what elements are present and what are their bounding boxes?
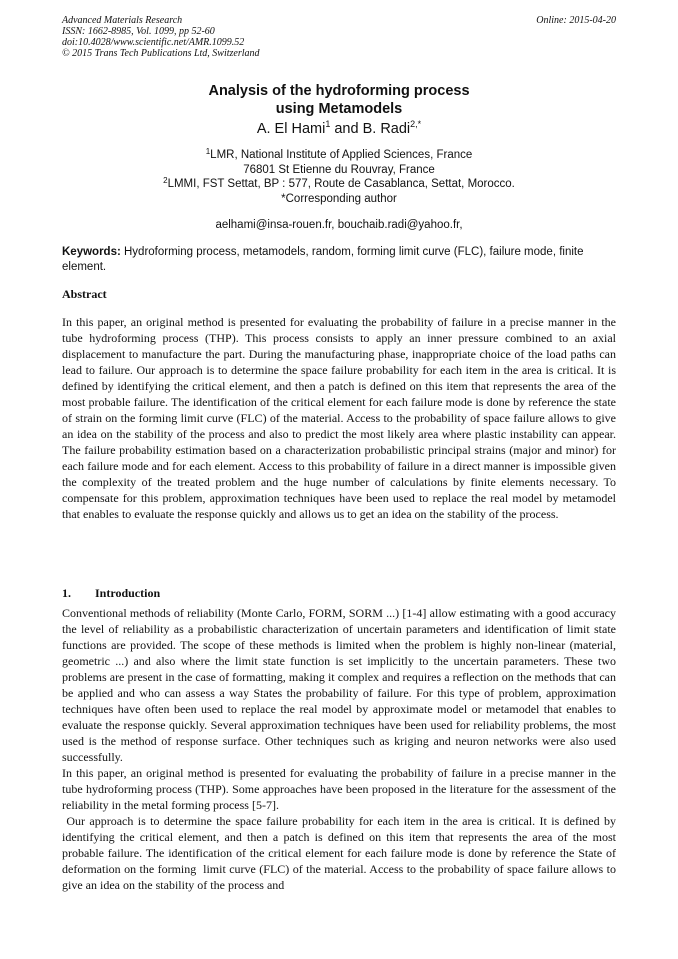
introduction-body xyxy=(62,605,619,893)
keywords xyxy=(62,245,616,274)
affiliations xyxy=(0,148,678,206)
author-2: B. Radi xyxy=(362,121,411,137)
author-1-affiliation-mark: 1 xyxy=(325,119,331,129)
journal-copyright: © 2015 Trans Tech Publications Ltd, Switzerland xyxy=(62,48,260,59)
author-2-affiliation-mark: 2,* xyxy=(410,119,422,129)
journal-doi: doi:10.4028/www.scientific.net/AMR.1099.52 xyxy=(62,37,245,48)
affiliation-1 xyxy=(0,148,678,163)
title-line-2: using Metamodels xyxy=(275,101,403,117)
journal-info xyxy=(62,15,260,59)
section-title: Introduction xyxy=(95,586,161,600)
affiliation-2 xyxy=(0,177,678,192)
abstract-text: In this paper, an original method is presented for evaluating the probability of failure in a precise manner in the tube hydroforming process (THP). This process consists to apply an inner pressure combined to an axial displacement to manufacture the part. During the manufacturing phase, inappropriate choice of the load paths can lead to failure. Our approach is to determine the space failure probability for each item in the area is critical. It is defined by identifying the critical element, and then a patch is defined on this item that represents the area of the most probable failure. The identification of the critical element for each failure mode is done by reference the state of strain on the forming limit curve (FLC) of the material. Access to the probability of space failure allows to give an idea on the stability of the process and also to predict the most likely area where plastic instability can appear. The failure probability estimation based on a characterization probabilistic principal strains (major and minor) for each failure mode and for each element. Access to this probability of failure in a direct manner is impossible given the complexity of the treated problem and the huge number of calculations by finite elements necessary. To compensate for this problem, approximation techniques have been used to replace the real model by metamodel that enables to evaluate the response quickly and allows us to get an idea on the stability of the process. xyxy=(62,315,616,521)
keywords-label: Keywords: xyxy=(62,246,121,258)
affiliation-2-line-1: LMMI, FST Settat, BP : 577, Route de Casablanca, Settat, Morocco. xyxy=(167,178,515,190)
affiliation-1-line-1: LMR, National Institute of Applied Sciences, France xyxy=(210,149,473,161)
journal-name: Advanced Materials Research xyxy=(62,15,183,26)
keywords-text: Hydroforming process, metamodels, random, forming limit curve (FLC), failure mode, finite element. xyxy=(62,246,587,273)
author-emails: aelhami@insa-rouen.fr, bouchaib.radi@yahoo.fr, xyxy=(215,219,463,231)
intro-paragraph-2: In this paper, an original method is presented for evaluating the probability of failure in a precise manner in the tube hydroforming process (THP). Some approaches have been proposed in the literature for the assessment of the reliability in the metal forming process [5-7]. xyxy=(62,766,616,812)
title-line-1: Analysis of the hydroforming process xyxy=(208,83,470,99)
author-conjunction: and xyxy=(330,121,363,137)
affiliation-2-mark: 2 xyxy=(163,176,168,185)
introduction-heading xyxy=(62,586,160,600)
affiliation-1-line-2: 76801 St Etienne du Rouvray, France xyxy=(243,163,435,176)
author-list xyxy=(0,120,678,138)
author-1: A. El Hami xyxy=(256,121,326,137)
affiliation-1-mark: 1 xyxy=(205,147,211,156)
online-date: Online: 2015-04-20 xyxy=(536,15,616,26)
abstract-body xyxy=(62,314,616,522)
abstract-heading: Abstract xyxy=(62,287,107,301)
intro-paragraph-3: Our approach is to determine the space failure probability for each item in the area is critical. It is defined by identifying the critical element, and then a patch is defined on this item that represents the area of the most probable failure. The identification of the critical element for each failure mode is done by reference the State of deformation on the forming limit curve (FLC) of the material. Access to the probability of space failure allows to give an idea on the stability of the process and xyxy=(62,814,619,892)
corresponding-author-note: *Corresponding author xyxy=(281,192,397,205)
section-number: 1. xyxy=(62,586,71,600)
intro-paragraph-1: Conventional methods of reliability (Monte Carlo, FORM, SORM ...) [1-4] allow estimating with a good accuracy the level of reliability as a probabilistic characterization of uncertain parameters and identification of limit state functions are provided. The scope of these methods is limited when the problem is highly non-linear (material, geometric ...) and also where the limit state function is set implicitly to the uncertain parameters. These two problems are present in the case of formatting, making it complex and requires a reflection on the methods that can be applied and who can assess a way States the probability of failure. For this type of problem, approximation techniques have often been used to replace the real model by approximate model or metamodel that enables to evaluate the response quickly. Several approximation techniques have been used for reliability problems, the most used is the method of response surface. Other techniques such as kriging and neuron networks were also used successfully. xyxy=(62,606,616,764)
journal-issn: ISSN: 1662-8985, Vol. 1099, pp 52-60 xyxy=(62,26,215,37)
paper-title xyxy=(0,82,678,118)
